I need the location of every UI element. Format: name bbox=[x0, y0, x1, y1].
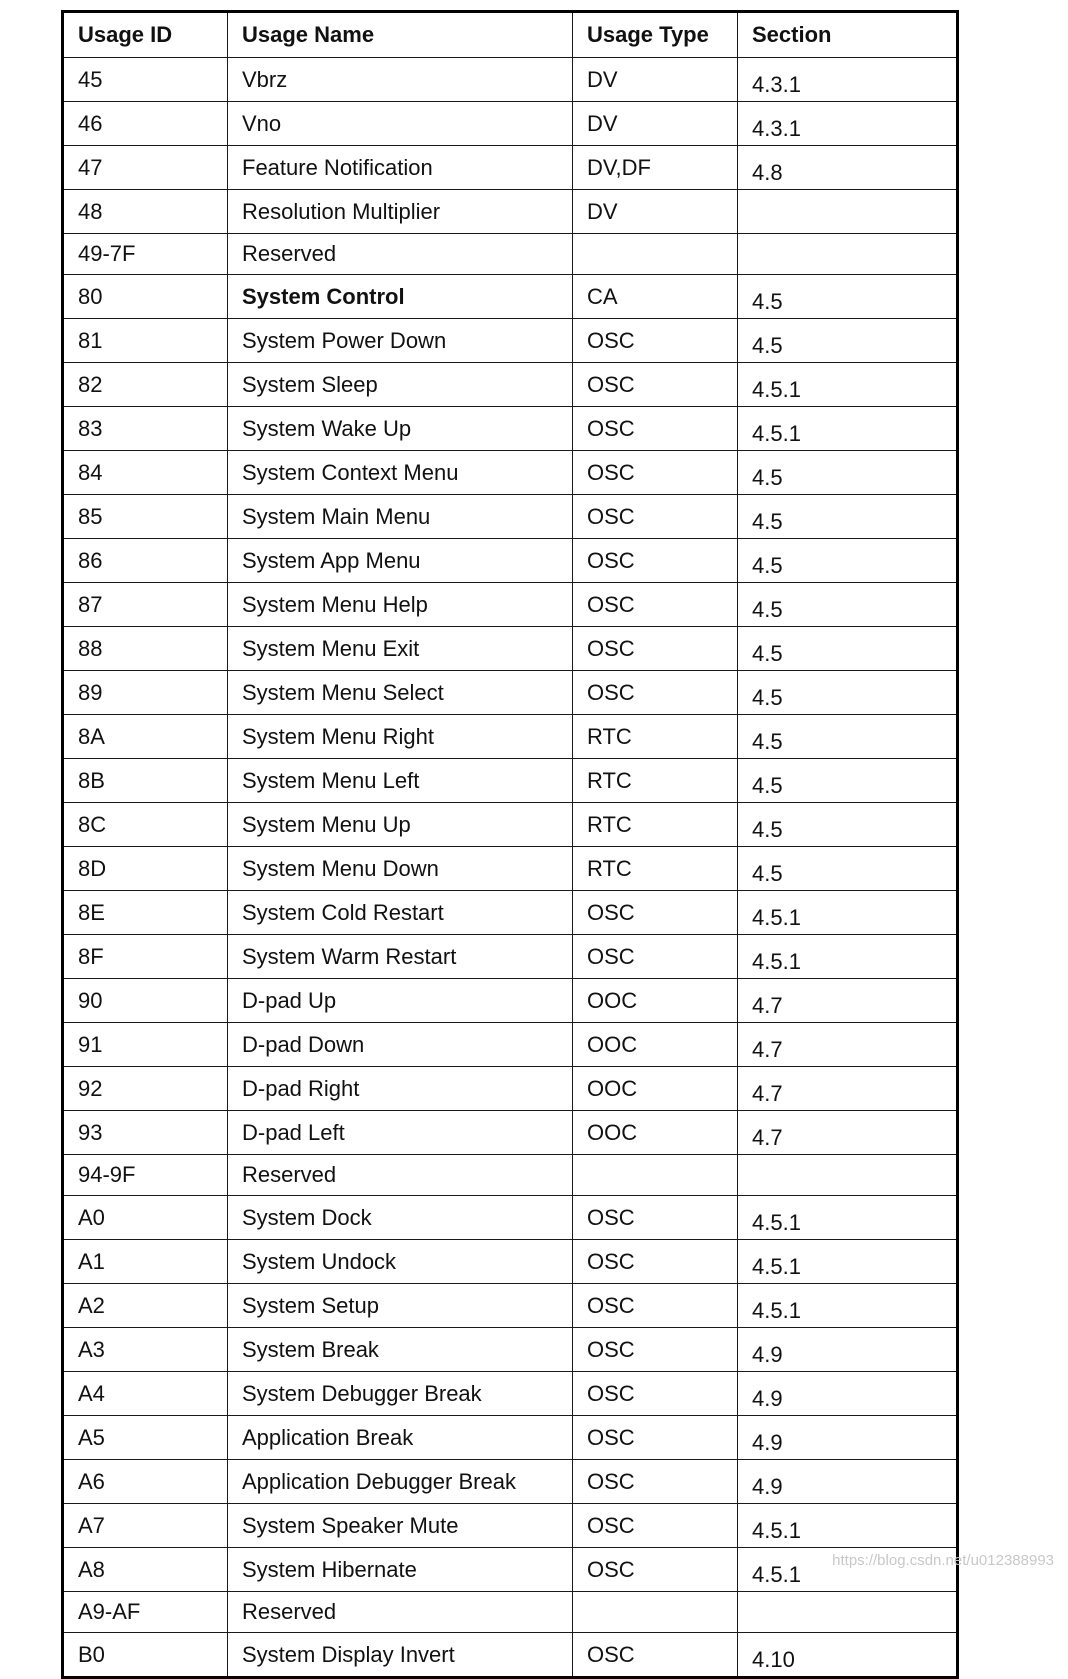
usage-id-cell: 47 bbox=[63, 146, 228, 190]
table-row bbox=[63, 539, 958, 583]
section-cell: 4.9 bbox=[738, 1460, 958, 1504]
usage-id-cell: A6 bbox=[63, 1460, 228, 1504]
usage-id-cell: 83 bbox=[63, 407, 228, 451]
usage-name-cell: Vbrz bbox=[228, 58, 573, 102]
usage-name-cell: System Menu Right bbox=[228, 715, 573, 759]
table-row bbox=[63, 583, 958, 627]
usage-id-cell: 48 bbox=[63, 190, 228, 234]
usage-name-cell: System Menu Exit bbox=[228, 627, 573, 671]
usage-id-cell: A9-AF bbox=[63, 1592, 228, 1633]
usage-type-cell: CA bbox=[573, 275, 738, 319]
usage-type-cell bbox=[573, 1592, 738, 1633]
section-cell: 4.7 bbox=[738, 1111, 958, 1155]
usage-id-cell: 8F bbox=[63, 935, 228, 979]
usage-type-cell: OSC bbox=[573, 1504, 738, 1548]
table-row bbox=[63, 627, 958, 671]
usage-id-cell: 88 bbox=[63, 627, 228, 671]
usage-type-cell bbox=[573, 234, 738, 275]
usage-name-cell: System Main Menu bbox=[228, 495, 573, 539]
usage-id-cell: 8B bbox=[63, 759, 228, 803]
table-row bbox=[63, 1284, 958, 1328]
table-row bbox=[63, 1155, 958, 1196]
usage-type-cell: OSC bbox=[573, 1328, 738, 1372]
usage-id-cell: A4 bbox=[63, 1372, 228, 1416]
section-cell: 4.5.1 bbox=[738, 363, 958, 407]
table-row bbox=[63, 1633, 958, 1678]
table-row bbox=[63, 1548, 958, 1592]
section-cell: 4.5.1 bbox=[738, 407, 958, 451]
usage-name-cell: System Cold Restart bbox=[228, 891, 573, 935]
usage-type-cell: RTC bbox=[573, 715, 738, 759]
usage-id-cell: 87 bbox=[63, 583, 228, 627]
section-cell: 4.5 bbox=[738, 583, 958, 627]
usage-id-cell: 94-9F bbox=[63, 1155, 228, 1196]
section-cell bbox=[738, 1592, 958, 1633]
section-cell: 4.5 bbox=[738, 319, 958, 363]
usage-id-cell: 84 bbox=[63, 451, 228, 495]
section-cell bbox=[738, 190, 958, 234]
usage-name-cell: Application Break bbox=[228, 1416, 573, 1460]
section-cell: 4.5 bbox=[738, 671, 958, 715]
usage-name-cell: Vno bbox=[228, 102, 573, 146]
section-cell: 4.5 bbox=[738, 715, 958, 759]
section-cell: 4.7 bbox=[738, 979, 958, 1023]
usage-name-cell: Reserved bbox=[228, 1592, 573, 1633]
table-row bbox=[63, 803, 958, 847]
header-row bbox=[63, 12, 958, 58]
table-row bbox=[63, 1240, 958, 1284]
usage-type-cell: OSC bbox=[573, 319, 738, 363]
usage-type-cell: OOC bbox=[573, 1023, 738, 1067]
usage-id-cell: 92 bbox=[63, 1067, 228, 1111]
section-cell: 4.9 bbox=[738, 1328, 958, 1372]
usage-type-cell: DV bbox=[573, 58, 738, 102]
section-cell: 4.3.1 bbox=[738, 102, 958, 146]
usage-table bbox=[61, 10, 959, 1679]
table-row bbox=[63, 146, 958, 190]
table-row bbox=[63, 1592, 958, 1633]
usage-id-cell: A1 bbox=[63, 1240, 228, 1284]
usage-name-cell: System Sleep bbox=[228, 363, 573, 407]
usage-name-cell: System Hibernate bbox=[228, 1548, 573, 1592]
section-cell: 4.5 bbox=[738, 495, 958, 539]
table-row bbox=[63, 495, 958, 539]
usage-type-cell: OSC bbox=[573, 1548, 738, 1592]
usage-name-cell: System Break bbox=[228, 1328, 573, 1372]
section-cell bbox=[738, 234, 958, 275]
usage-name-cell: Resolution Multiplier bbox=[228, 190, 573, 234]
section-cell: 4.5.1 bbox=[738, 891, 958, 935]
usage-name-cell: Feature Notification bbox=[228, 146, 573, 190]
header-usage-name: Usage Name bbox=[228, 12, 573, 58]
table-row bbox=[63, 891, 958, 935]
table-row bbox=[63, 1111, 958, 1155]
usage-name-cell: System Control bbox=[228, 275, 573, 319]
watermark: https://blog.csdn.net/u012388993 bbox=[832, 1552, 1054, 1569]
usage-id-cell: 8A bbox=[63, 715, 228, 759]
table-row bbox=[63, 234, 958, 275]
section-cell: 4.10 bbox=[738, 1633, 958, 1678]
section-cell bbox=[738, 1155, 958, 1196]
table-row bbox=[63, 1416, 958, 1460]
usage-type-cell: OSC bbox=[573, 935, 738, 979]
usage-type-cell: OSC bbox=[573, 495, 738, 539]
usage-id-cell: 91 bbox=[63, 1023, 228, 1067]
usage-name-cell: Application Debugger Break bbox=[228, 1460, 573, 1504]
table-row bbox=[63, 1196, 958, 1240]
usage-id-cell: 93 bbox=[63, 1111, 228, 1155]
usage-type-cell: DV bbox=[573, 190, 738, 234]
table-row bbox=[63, 451, 958, 495]
usage-type-cell: OSC bbox=[573, 1416, 738, 1460]
usage-type-cell: OSC bbox=[573, 363, 738, 407]
section-cell: 4.5.1 bbox=[738, 1504, 958, 1548]
table-body bbox=[63, 58, 958, 1678]
usage-type-cell: OSC bbox=[573, 891, 738, 935]
usage-name-cell: System Wake Up bbox=[228, 407, 573, 451]
usage-name-cell: D-pad Down bbox=[228, 1023, 573, 1067]
section-cell: 4.7 bbox=[738, 1023, 958, 1067]
usage-id-cell: 8E bbox=[63, 891, 228, 935]
table-row bbox=[63, 1328, 958, 1372]
usage-id-cell: 89 bbox=[63, 671, 228, 715]
usage-type-cell: OSC bbox=[573, 1633, 738, 1678]
usage-type-cell: OSC bbox=[573, 451, 738, 495]
usage-type-cell: OSC bbox=[573, 1240, 738, 1284]
usage-id-cell: A7 bbox=[63, 1504, 228, 1548]
usage-id-cell: 80 bbox=[63, 275, 228, 319]
table-row bbox=[63, 979, 958, 1023]
usage-type-cell: OSC bbox=[573, 583, 738, 627]
usage-type-cell: OSC bbox=[573, 539, 738, 583]
usage-type-cell: OSC bbox=[573, 1460, 738, 1504]
section-cell: 4.5.1 bbox=[738, 935, 958, 979]
usage-type-cell: OOC bbox=[573, 1067, 738, 1111]
section-cell: 4.5 bbox=[738, 275, 958, 319]
usage-name-cell: System Debugger Break bbox=[228, 1372, 573, 1416]
section-cell: 4.9 bbox=[738, 1416, 958, 1460]
table-row bbox=[63, 715, 958, 759]
header-usage-id: Usage ID bbox=[63, 12, 228, 58]
usage-id-cell: 49-7F bbox=[63, 234, 228, 275]
table-row bbox=[63, 759, 958, 803]
usage-type-cell: OSC bbox=[573, 627, 738, 671]
section-cell: 4.5 bbox=[738, 451, 958, 495]
table-row bbox=[63, 1023, 958, 1067]
section-cell: 4.5 bbox=[738, 627, 958, 671]
usage-type-cell: OSC bbox=[573, 407, 738, 451]
usage-type-cell: OOC bbox=[573, 1111, 738, 1155]
usage-id-cell: 46 bbox=[63, 102, 228, 146]
usage-name-cell: System Dock bbox=[228, 1196, 573, 1240]
section-cell: 4.5.1 bbox=[738, 1196, 958, 1240]
table-row bbox=[63, 1067, 958, 1111]
section-cell: 4.5 bbox=[738, 759, 958, 803]
section-cell: 4.5.1 bbox=[738, 1284, 958, 1328]
usage-name-cell: System Menu Down bbox=[228, 847, 573, 891]
usage-name-cell: D-pad Right bbox=[228, 1067, 573, 1111]
usage-id-cell: A0 bbox=[63, 1196, 228, 1240]
usage-name-cell: D-pad Left bbox=[228, 1111, 573, 1155]
table-row bbox=[63, 407, 958, 451]
table-row bbox=[63, 1372, 958, 1416]
section-cell: 4.5.1 bbox=[738, 1548, 958, 1592]
usage-name-cell: Reserved bbox=[228, 234, 573, 275]
table-row bbox=[63, 363, 958, 407]
usage-id-cell: 45 bbox=[63, 58, 228, 102]
usage-id-cell: 86 bbox=[63, 539, 228, 583]
table-row bbox=[63, 190, 958, 234]
usage-name-cell: System Menu Up bbox=[228, 803, 573, 847]
section-cell: 4.9 bbox=[738, 1372, 958, 1416]
section-cell: 4.8 bbox=[738, 146, 958, 190]
section-cell: 4.5 bbox=[738, 539, 958, 583]
header-usage-type: Usage Type bbox=[573, 12, 738, 58]
section-cell: 4.5.1 bbox=[738, 1240, 958, 1284]
usage-id-cell: A8 bbox=[63, 1548, 228, 1592]
table-row bbox=[63, 102, 958, 146]
usage-id-cell: A3 bbox=[63, 1328, 228, 1372]
usage-type-cell: DV,DF bbox=[573, 146, 738, 190]
table-row bbox=[63, 58, 958, 102]
usage-name-cell: System Menu Select bbox=[228, 671, 573, 715]
table-row bbox=[63, 275, 958, 319]
usage-name-cell: System Menu Help bbox=[228, 583, 573, 627]
usage-type-cell: RTC bbox=[573, 847, 738, 891]
usage-type-cell: RTC bbox=[573, 803, 738, 847]
usage-name-cell: System Display Invert bbox=[228, 1633, 573, 1678]
usage-type-cell: OSC bbox=[573, 1196, 738, 1240]
usage-id-cell: 8C bbox=[63, 803, 228, 847]
usage-id-cell: B0 bbox=[63, 1633, 228, 1678]
table-row bbox=[63, 1504, 958, 1548]
usage-id-cell: A2 bbox=[63, 1284, 228, 1328]
usage-name-cell: System Menu Left bbox=[228, 759, 573, 803]
header-section: Section bbox=[738, 12, 958, 58]
usage-id-cell: 90 bbox=[63, 979, 228, 1023]
usage-type-cell: RTC bbox=[573, 759, 738, 803]
usage-type-cell: OOC bbox=[573, 979, 738, 1023]
usage-type-cell: OSC bbox=[573, 671, 738, 715]
usage-name-cell: D-pad Up bbox=[228, 979, 573, 1023]
usage-type-cell: OSC bbox=[573, 1284, 738, 1328]
usage-type-cell: OSC bbox=[573, 1372, 738, 1416]
section-cell: 4.5 bbox=[738, 847, 958, 891]
usage-name-cell: System Context Menu bbox=[228, 451, 573, 495]
usage-id-cell: 81 bbox=[63, 319, 228, 363]
table-row bbox=[63, 847, 958, 891]
usage-name-cell: Reserved bbox=[228, 1155, 573, 1196]
table-row bbox=[63, 319, 958, 363]
usage-name-cell: System App Menu bbox=[228, 539, 573, 583]
usage-type-cell bbox=[573, 1155, 738, 1196]
usage-name-cell: System Setup bbox=[228, 1284, 573, 1328]
usage-name-cell: System Warm Restart bbox=[228, 935, 573, 979]
usage-name-cell: System Power Down bbox=[228, 319, 573, 363]
section-cell: 4.5 bbox=[738, 803, 958, 847]
usage-id-cell: 8D bbox=[63, 847, 228, 891]
usage-name-cell: System Speaker Mute bbox=[228, 1504, 573, 1548]
usage-id-cell: 82 bbox=[63, 363, 228, 407]
table-row bbox=[63, 1460, 958, 1504]
table-row bbox=[63, 671, 958, 715]
table-row bbox=[63, 935, 958, 979]
usage-type-cell: DV bbox=[573, 102, 738, 146]
usage-id-cell: A5 bbox=[63, 1416, 228, 1460]
usage-name-cell: System Undock bbox=[228, 1240, 573, 1284]
usage-id-cell: 85 bbox=[63, 495, 228, 539]
section-cell: 4.7 bbox=[738, 1067, 958, 1111]
section-cell: 4.3.1 bbox=[738, 58, 958, 102]
